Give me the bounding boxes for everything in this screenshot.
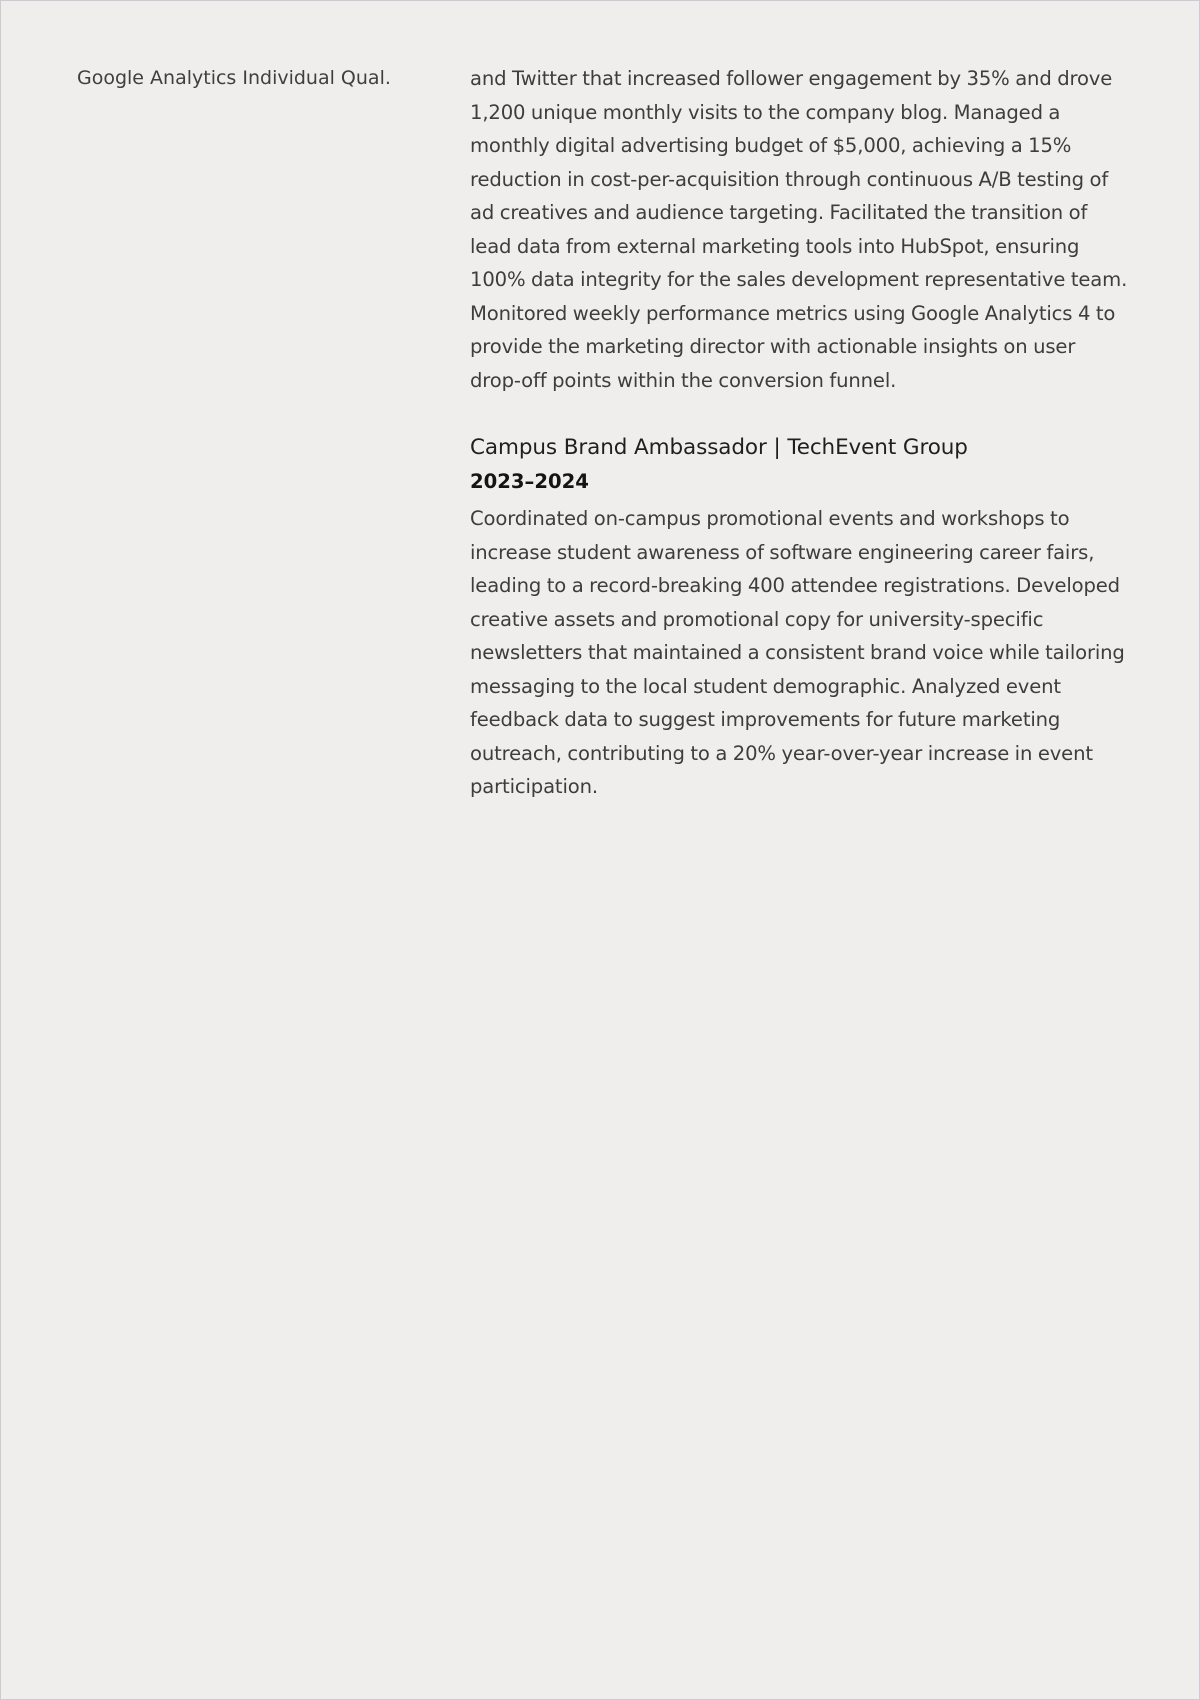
job-entry <box>470 433 1130 804</box>
certification-item: Google Analytics Individual Qual. <box>77 67 391 89</box>
job-title: Campus Brand Ambassador | TechEvent Group <box>470 435 968 460</box>
sidebar-column <box>77 63 407 93</box>
job-dates: 2023–2024 <box>470 470 589 493</box>
previous-role-description: and Twitter that increased follower engagement by 35% and drove 1,200 unique monthly visits to the company blog. Managed a monthly digital advertising budget of $5,000, achieving a 15% reduction in cost-per-acquisition through continuous A/B testing of ad creatives and audience targeting. Facilitated the transition of lead data from external marketing tools into HubSpot, ensuring 100% data integrity for the sales development representative team. Monitored weekly performance metrics using Google Analytics 4 to provide the marketing director with actionable insights on user drop-off points within the conversion funnel. <box>470 67 1128 392</box>
job-description: Coordinated on-campus promotional events and workshops to increase student awareness of software engineering career fairs, leading to a record-breaking 400 attendee registrations. Developed creative assets and promotional copy for university-specific newsletters that maintained a consistent brand voice while tailoring messaging to the local student demographic. Analyzed event feedback data to suggest improvements for future marketing outreach, contributing to a 20% year-over-year increase in event participation. <box>470 507 1125 798</box>
experience-column <box>470 62 1130 804</box>
